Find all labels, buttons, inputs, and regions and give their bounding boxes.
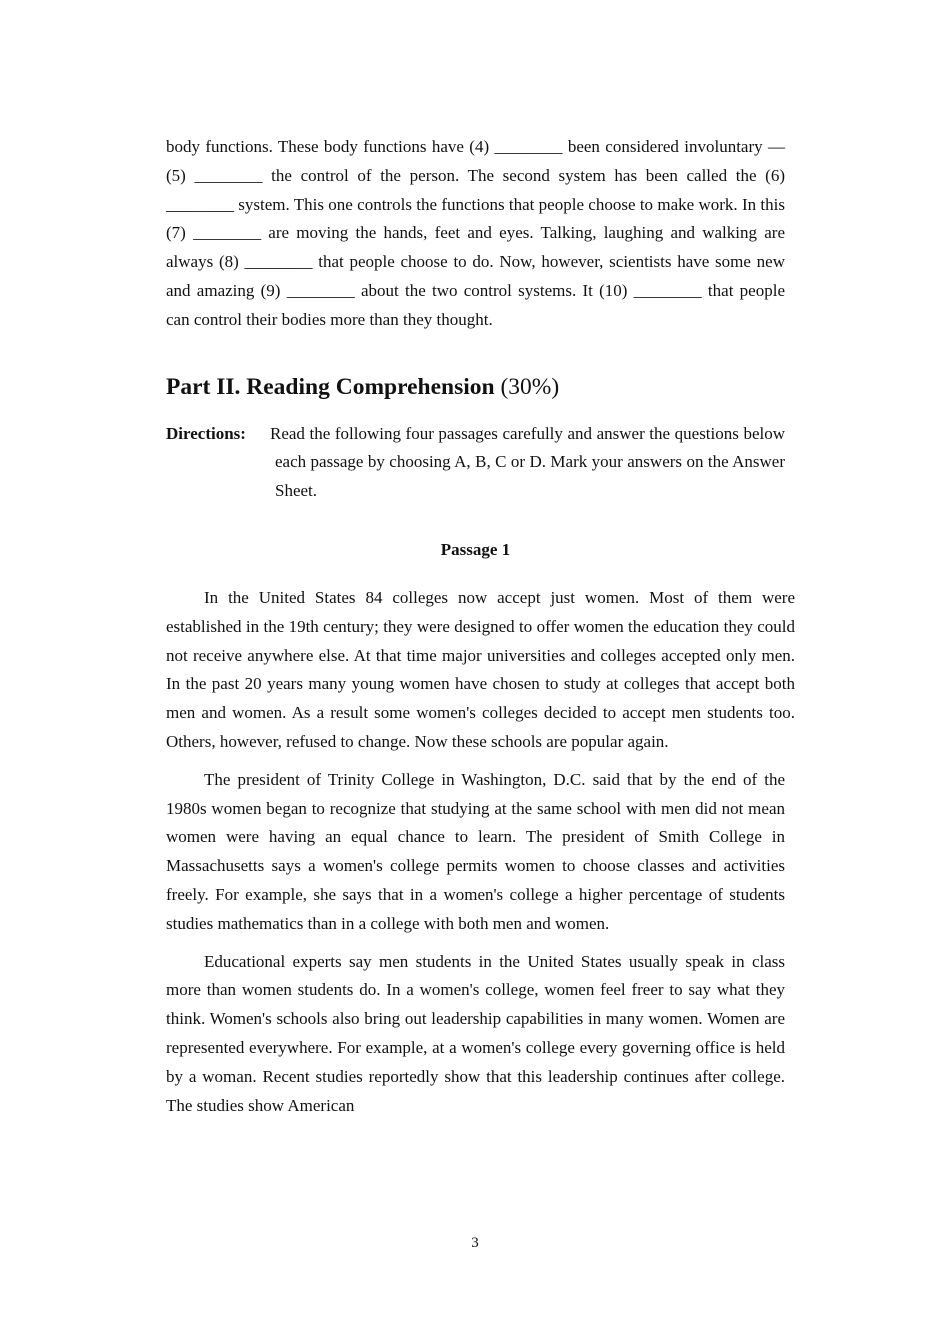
section-heading (166, 371, 785, 403)
directions-text: Read the following four passages carefully and answer the questions below each passage by choosing A, B, C or D. Mark your answers on the Answer Sheet. (270, 423, 785, 501)
page-number: 3 (471, 1235, 479, 1251)
passage-paragraph-3: Educational experts say men students in the United States usually speak in class more than women students do. In a women's college, women feel freer to say what they think. Women's schools also bring out leadership capabilities in many women. Women are represented everywhere. For example, at a women's college every governing office is held by a woman. Recent studies reportedly show that this leadership continues after college. The studies show American (166, 951, 785, 1115)
cloze-paragraph: body functions. These body functions have (4) ________ been considered involuntary — (5) ________ the control of the person. The second system has been called the (6) ________ system. This one controls the functions that people choose to make work. In this (7) ________ are moving the hands, feet and eyes. Talking, laughing and walking are always (8) ________ that people choose to do. Now, however, scientists have some new and amazing (9) ________ about the two control systems. It (10) ________ that people can control their bodies more than they thought. (166, 137, 785, 329)
directions-label: Directions: (166, 423, 246, 443)
passage-title: Passage 1 (440, 539, 511, 559)
section-percent: (30%) (500, 373, 560, 400)
document-page (166, 133, 795, 1120)
section-title: Part II. Reading Comprehension (166, 373, 495, 400)
passage-paragraph-1: In the United States 84 colleges now accept just women. Most of them were established in the 19th century; they were designed to offer women the education they could not receive anywhere else. At that time major universities and colleges accepted only men. In the past 20 years many young women have chosen to study at colleges that accept both men and women. As a result some women's colleges decided to accept men students too. Others, however, refused to change. Now these schools are popular again. (166, 587, 795, 751)
directions (166, 420, 785, 506)
passage-paragraph-2: The president of Trinity College in Washington, D.C. said that by the end of the 1980s women began to recognize that studying at the same school with men did not mean women were having an equal chance to learn. The president of Smith College in Massachusetts says a women's college permits women to choose classes and activities freely. For example, she says that in a women's college a higher percentage of students studies mathematics than in a college with both men and women. (166, 769, 785, 933)
